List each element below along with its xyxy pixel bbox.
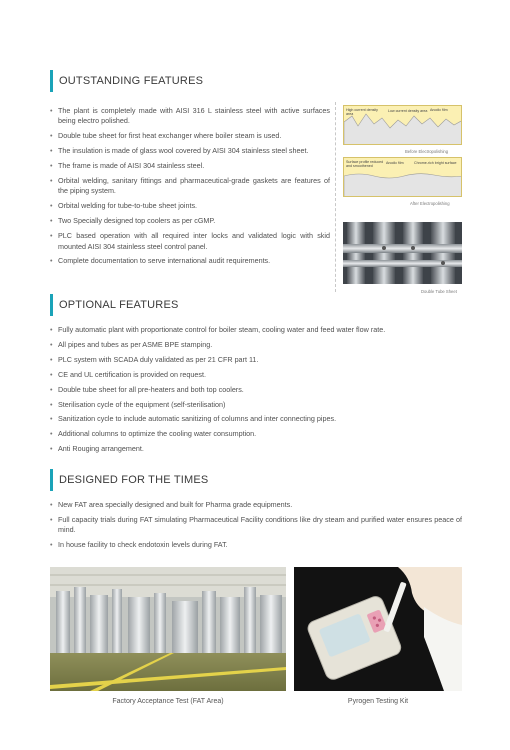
pyrogen-testing-kit-photo [294, 567, 462, 691]
list-item: • Sanitization cycle to include automatic sanitizing of columns and inter connecting pipes. [50, 414, 462, 424]
section-title: DESIGNED FOR THE TIMES [59, 474, 209, 486]
list-item: • PLC based operation with all required inter locks and validated logic with skid mounted AISI 304 stainless steel control panel. [50, 231, 330, 252]
fat-area-photo [50, 567, 286, 691]
before-electropolishing-diagram [343, 105, 462, 145]
list-item: • The frame is made of AISI 304 stainless steel. [50, 161, 330, 171]
list-item: • All pipes and tubes as per ASME BPE stamping. [50, 340, 462, 350]
diagram-label: Anodic film [386, 161, 404, 165]
figure-caption: Before Electropolishing [405, 149, 449, 154]
designed-list [50, 500, 462, 555]
list-item: • Additional columns to optimize the cooling water consumption. [50, 429, 462, 439]
accent-bar [50, 70, 53, 92]
section-heading-outstanding [50, 70, 203, 92]
list-item: • Sterilisation cycle of the equipment (self-sterilisation) [50, 400, 462, 410]
section-title: OUTSTANDING FEATURES [59, 75, 204, 87]
accent-bar [50, 294, 53, 316]
double-tube-sheet-photo [343, 222, 462, 284]
list-item: • Double tube sheet for all pre-heaters and both top coolers. [50, 385, 462, 395]
section-heading-optional [50, 294, 179, 316]
column-divider [335, 102, 336, 292]
photo-caption: Factory Acceptance Test (FAT Area) [112, 698, 224, 705]
figure-caption: Double Tube Sheet [421, 289, 457, 294]
list-item: • Full capacity trials during FAT simulating Pharmaceutical Facility conditions like dry steam and purified water ensures peace of mind. [50, 515, 462, 536]
list-item: • Anti Rouging arrangement. [50, 444, 462, 454]
list-item: • Fully automatic plant with proportionate control for boiler steam, cooling water and feed water flow rate. [50, 325, 462, 335]
list-item: • Double tube sheet for first heat exchanger where boiler steam is used. [50, 131, 330, 141]
list-item: • The insulation is made of glass wool covered by AISI 304 stainless steel sheet. [50, 146, 330, 156]
accent-bar [50, 469, 53, 491]
diagram-label: Low current density area [388, 109, 428, 113]
diagram-label: Surface profile reduced and smoothened [346, 160, 384, 168]
outstanding-list [50, 106, 330, 271]
list-item: • Orbital welding, sanitary fittings and pharmaceutical-grade gaskets are features of the piping system. [50, 176, 330, 197]
list-item: • The plant is completely made with AISI 316 L stainless steel with active surfaces being electro polished. [50, 106, 330, 127]
list-item: • PLC system with SCADA duly validated as per 21 CFR part 11. [50, 355, 462, 365]
list-item: • Orbital welding for tube-to-tube sheet joints. [50, 201, 330, 211]
diagram-label: High current density area [346, 108, 378, 116]
figure-caption: After Electropolishing [410, 201, 450, 206]
list-item: • New FAT area specially designed and built for Pharma grade equipments. [50, 500, 462, 510]
section-title: OPTIONAL FEATURES [59, 299, 179, 311]
photo-caption: Pyrogen Testing Kit [347, 698, 409, 705]
list-item: • Two Specially designed top coolers as per cGMP. [50, 216, 330, 226]
diagram-label: Anodic film [430, 108, 448, 112]
optional-list [50, 325, 462, 459]
list-item: • In house facility to check endotoxin levels during FAT. [50, 540, 462, 550]
after-electropolishing-diagram [343, 157, 462, 197]
section-heading-designed [50, 469, 208, 491]
diagram-label: Chrome-rich bright surface [414, 161, 457, 165]
list-item: • CE and UL certification is provided on request. [50, 370, 462, 380]
list-item: • Complete documentation to serve international audit requirements. [50, 256, 330, 266]
